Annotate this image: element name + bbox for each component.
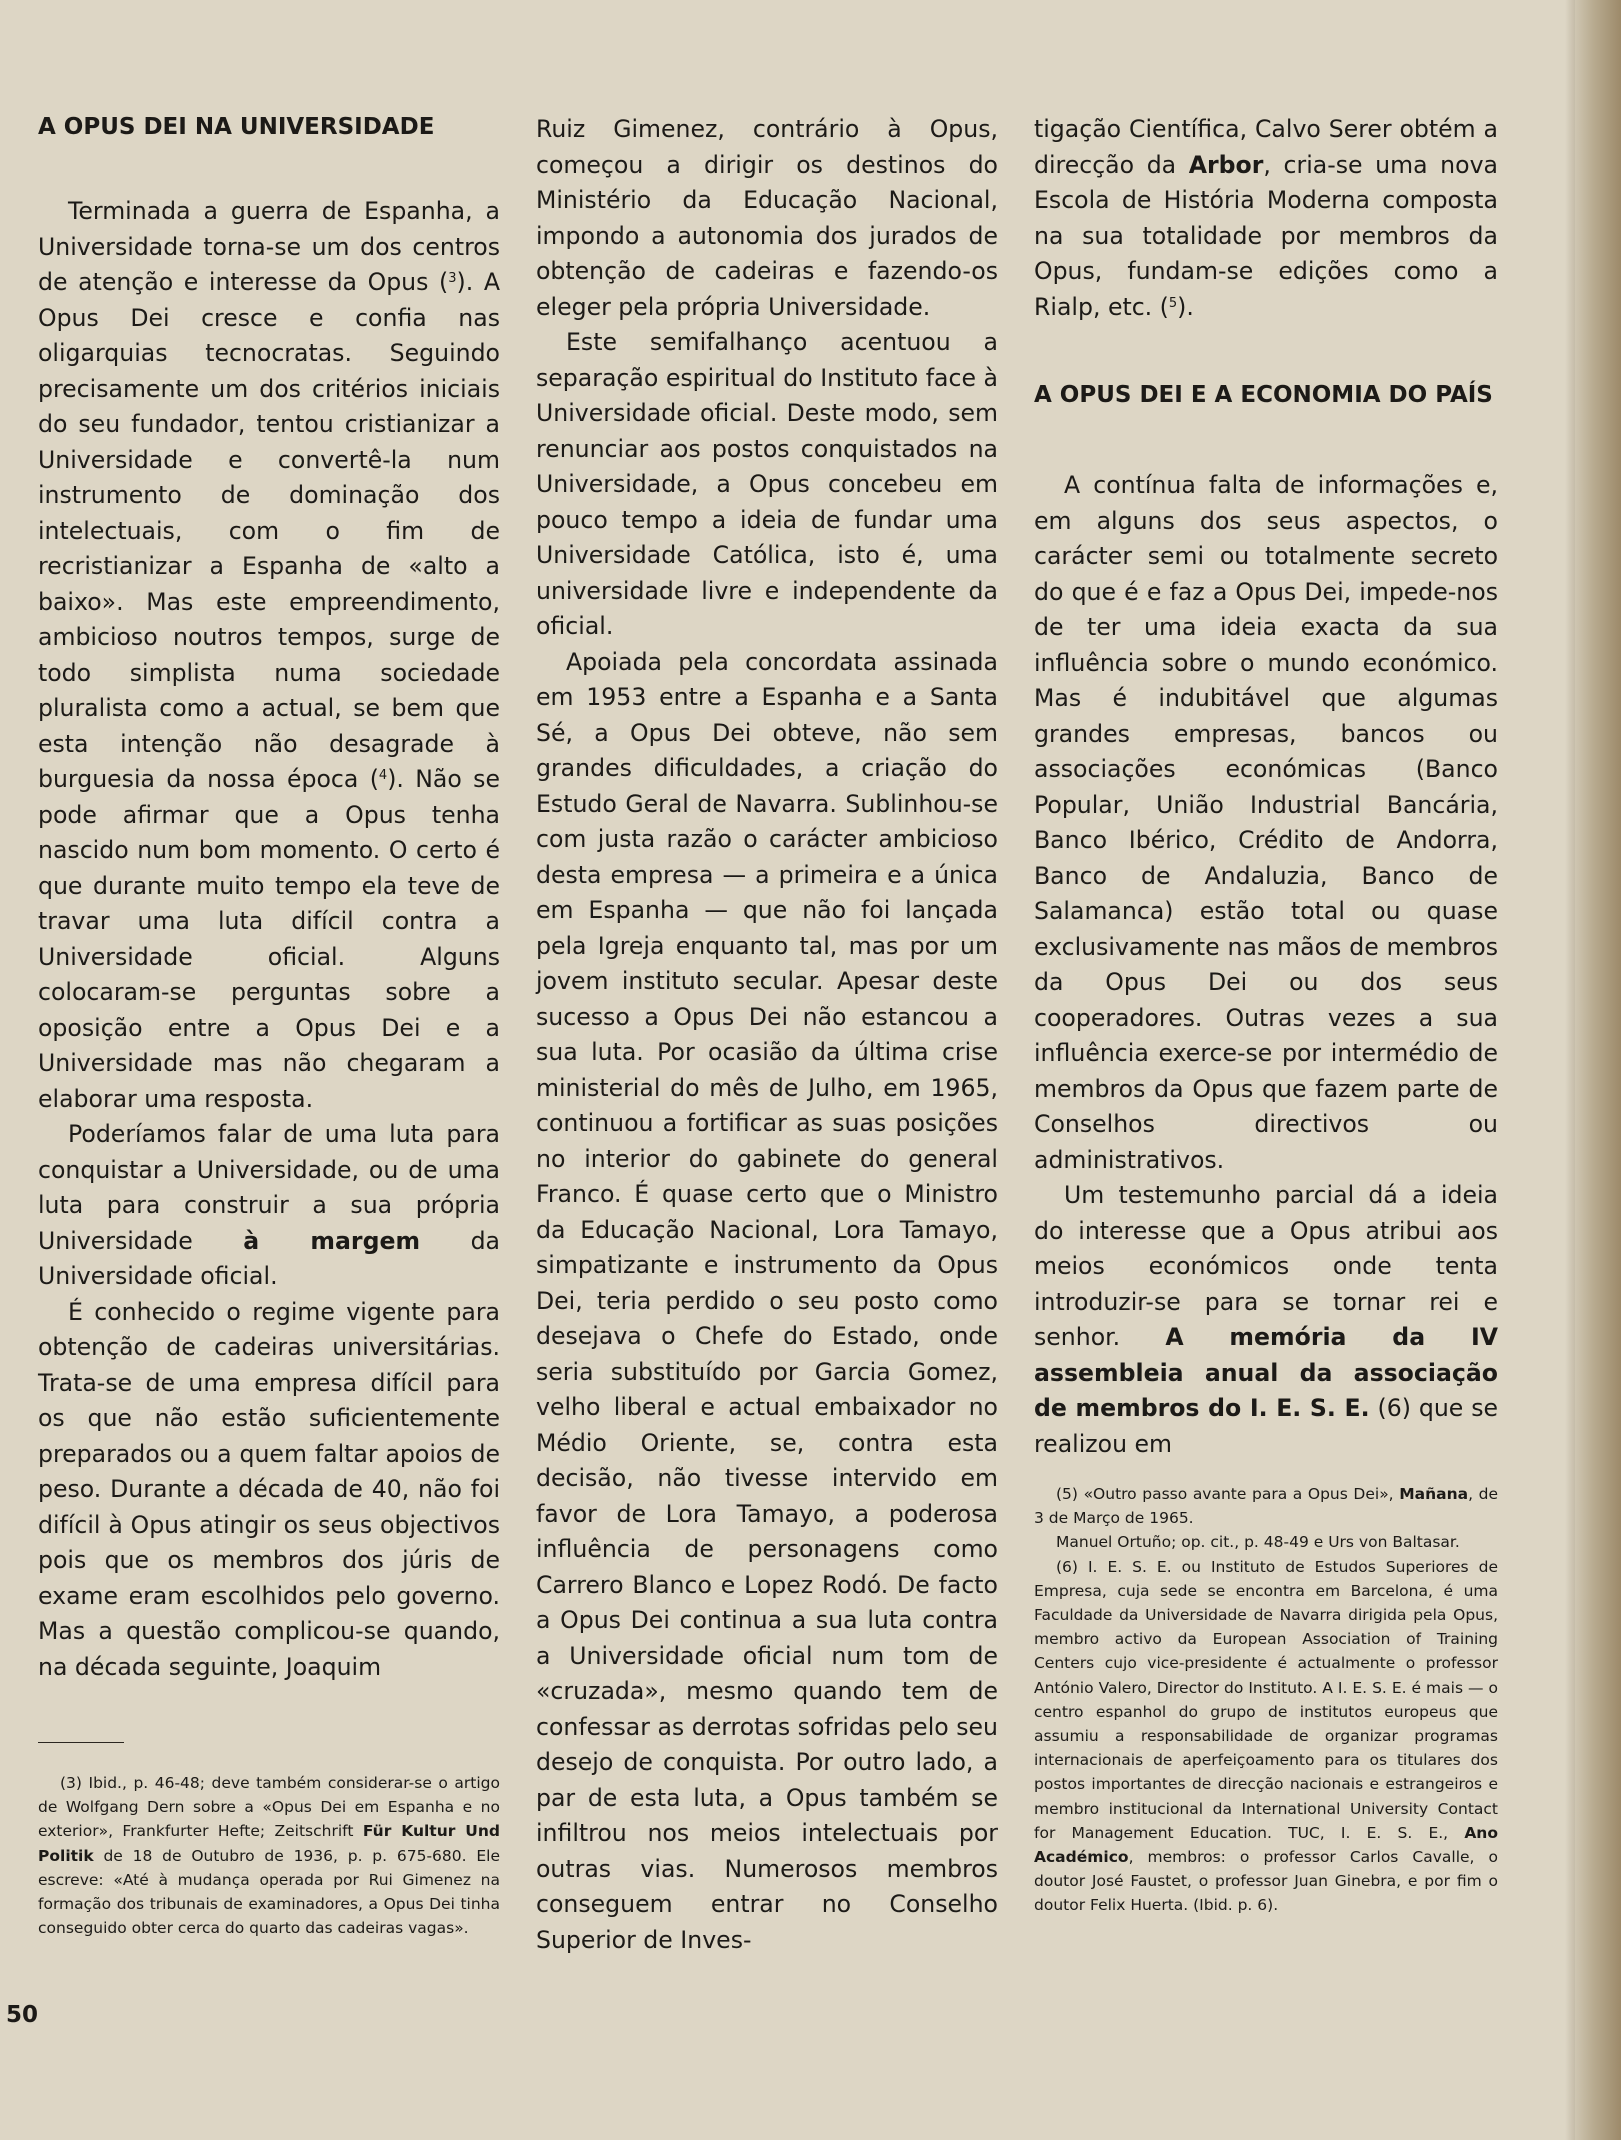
- bold-text: A memória da IV assembleia anual da associação de membros do I. E. S. E.: [1034, 1323, 1499, 1422]
- paragraph: A contínua falta de informações e, em alguns dos seus aspectos, o carácter semi ou totalmente secreto do que é e faz a Opus Dei, impede-nos de ter uma ideia exacta da sua influência sobre o mundo económico. Mas é indubitável que algumas grandes empresas, bancos ou associações económicas (Banco Popular, União Industrial Bancária, Banco Ibérico, Crédito de Andorra, Banco de Andaluzia, Banco de Salamanca) estão total ou quase exclusivamente nas mãos de membros da Opus Dei ou dos seus cooperadores. Outras vezes a sua influência exerce-se por intermédio de membros da Opus que fazem parte de Conselhos directivos ou administrativos.: [1034, 471, 1498, 1174]
- text: I. E. S. E. ou Instituto de Estudos Superiores de Empresa, cuja sede se encontra em Barcelona, é uma Faculdade da Universidade de Navarra dirigida pela Opus, membro activo da European Association of Training Centers cujo vice-presidente é actualmente o professor António Valero, Director do Instituto. A I. E. S. E. é mais — o centro espanhol do grupo de institutos europeus que assumiu a responsabilidade de organizar programas internacionais de aperfeiçoamento para os titulares dos postos importantes de direcção nacionais e estrangeiros e membro institucional da International University Contact for Management Education. TUC, I. E. S. E.,: [1034, 1557, 1498, 1842]
- column-3: [1034, 112, 1499, 1915]
- bold-text: à margem: [243, 1226, 421, 1255]
- text: Ibid., p. 46-48; deve também considerar-se o artigo de Wolfgang Dern sobre a «Opus Dei em Espanha e no exterior», Frankfurter Hefte; Zeitschrift: [38, 1774, 500, 1841]
- page-shadow: [1565, 0, 1575, 2140]
- footnote-rule: [38, 1742, 124, 1743]
- paragraph: [38, 194, 500, 1117]
- text: da Universidade oficial.: [38, 1226, 501, 1290]
- text: , cria-se uma nova Escola de História Moderna composta na sua totalidade por membros da Opus, fundam-se edições como a Rialp, etc. (: [1034, 150, 1498, 321]
- text: Poderíamos falar de uma luta para conquistar a Universidade, ou de uma luta para construir a sua própria Universidade: [38, 1120, 500, 1255]
- footnote-mark: (3): [60, 1774, 82, 1792]
- footnote-ref: 5: [1168, 295, 1178, 311]
- footnote-6: [1034, 1555, 1498, 1918]
- bold-text: Arbor: [1188, 150, 1264, 179]
- footnote-5: [1034, 1482, 1498, 1530]
- footnotes: [38, 1742, 500, 1940]
- footnotes: [1034, 1482, 1498, 1918]
- text: «Outro passo avante para a Opus Dei»,: [1083, 1485, 1394, 1503]
- text: ). A Opus Dei cresce e confia nas oligarquias tecnocratas. Seguindo precisamente um dos critérios iniciais do seu fundador, tentou cristianizar a Universidade e convertê-la num instrumento de dominação dos intelectuais, com o fim de recristianizar a Espanha de «alto a baixo». Mas este empreendimento, ambicioso noutros tempos, surge de todo simplista numa sociedade pluralista como a actual, se bem que esta intenção não desagrade à burguesia da nossa época (: [38, 268, 500, 793]
- text: ).: [1177, 292, 1194, 321]
- text: de 18 de Outubro de 1936, p. p. 675-680. Ele escreve: «Até à mudança operada por Rui Gimenez na formação dos tribunais de examinadores, a Opus Dei tinha conseguido obter cerca do quarto das cadeiras vagas».: [38, 1846, 500, 1938]
- bold-text: Für Kultur Und Politik: [38, 1822, 500, 1865]
- footnote-ref: (6): [1377, 1394, 1411, 1422]
- bold-text: Mañana: [1399, 1485, 1469, 1503]
- paragraph: [38, 1117, 500, 1295]
- paragraph: [1034, 1178, 1498, 1462]
- paragraph: Apoiada pela concordata assinada em 1953 entre a Espanha e a Santa Sé, a Opus Dei obteve, não sem grandes dificuldades, a criação do Estudo Geral de Navarra. Sublinhou-se com justa razão o carácter ambicioso desta empresa — a primeira e a única em Espanha — que não foi lançada pela Igreja enquanto tal, mas por um jovem instituto secular. Apesar deste sucesso a Opus Dei não estancou a sua luta. Por ocasião da última crise ministerial do mês de Julho, em 1965, continuou a fortificar as suas posições no interior do gabinete do general Franco. É quase certo que o Ministro da Educação Nacional, Lora Tamayo, simpatizante e instrumento da Opus Dei, teria perdido o seu posto como desejava o Chefe do Estado, onde seria substituído por Garcia Gomez, velho liberal e actual embaixador no Médio Oriente, se, contra esta decisão, não tivesse intervido em favor de Lora Tamayo, a poderosa influência de personagens como Carrero Blanco e Lopez Rodó. De facto a Opus Dei continua a sua luta contra a Universidade oficial num tom de «cruzada», mesmo quando tem de confessar as derrotas sofridas pelo seu desejo de conquista. Por outro lado, a par de esta luta, a Opus também se infiltrou nos meios intelectuais por outras vias. Numerosos membros conseguem entrar no Conselho Superior de Inves-: [536, 647, 998, 1954]
- footnote-ref: 4: [378, 768, 388, 783]
- footnote-ref: 3: [448, 271, 457, 286]
- text: , membros: o professor Carlos Cavalle, o doutor José Faustet, o professor Juan Ginebra, e por fim o doutor Felix Huerta. (Ibid. p. 6).: [1034, 1848, 1498, 1915]
- section-heading-economia: A OPUS DEI E A ECONOMIA DO PAÍS: [1034, 382, 1493, 408]
- paragraph: [1034, 112, 1498, 325]
- paragraph: Ruiz Gimenez, contrário à Opus, começou a dirigir os destinos do Ministério da Educação Nacional, impondo a autonomia dos jurados de obtenção de cadeiras e fazendo-os eleger pela própria Universidade.: [536, 115, 998, 321]
- book-edge: [1575, 0, 1621, 2140]
- page-number: 50: [6, 2002, 39, 2028]
- text: , de 3 de Março de 1965.: [1034, 1485, 1498, 1528]
- footnote-mark: (6): [1056, 1557, 1078, 1576]
- paragraph: Este semifalhanço acentuou a separação espiritual do Instituto face à Universidade oficial. Deste modo, sem renunciar aos postos conquistados na Universidade, a Opus concebeu em pouco tempo a ideia de fundar uma Universidade Católica, isto é, uma universidade livre e independente da oficial.: [536, 328, 998, 640]
- text: tigação Científica, Calvo Serer obtém a direcção da: [1034, 115, 1498, 179]
- footnote-3: [38, 1771, 500, 1940]
- text: Terminada a guerra de Espanha, a Universidade torna-se um dos centros de atenção e interesse da Opus (: [38, 197, 500, 296]
- text: ). Não se pode afirmar que a Opus tenha nascido num bom momento. O certo é que durante muito tempo ela teve de travar uma luta difícil contra a Universidade oficial. Alguns colocaram-se perguntas sobre a oposição entre a Opus Dei e a Universidade mas não chegaram a elaborar uma resposta.: [38, 765, 500, 1113]
- section-heading-universidade: A OPUS DEI NA UNIVERSIDADE: [38, 114, 435, 140]
- column-2: [536, 112, 998, 1958]
- text: Um testemunho parcial dá a ideia do interesse que a Opus atribui aos meios económicos onde tenta introduzir-se para se tornar rei e senhor.: [1034, 1181, 1498, 1351]
- footnote-mark: (5): [1056, 1485, 1078, 1503]
- text: que se realizou em: [1034, 1394, 1499, 1458]
- bold-text: Ano Académico: [1034, 1823, 1498, 1867]
- paragraph: É conhecido o regime vigente para obtenção de cadeiras universitárias. Trata-se de uma empresa difícil para os que não estão suficientemente preparados ou a quem faltar apoios de peso. Durante a década de 40, não foi difícil à Opus atingir os seus objectivos pois que os membros dos júris de exame eram escolhidos pelo governo. Mas a questão complicou-se quando, na década seguinte, Joaquim: [38, 1297, 500, 1681]
- footnote-5-continued: Manuel Ortuño; op. cit., p. 48-49 e Urs von Baltasar.: [1056, 1533, 1460, 1552]
- column-1: [38, 112, 501, 1938]
